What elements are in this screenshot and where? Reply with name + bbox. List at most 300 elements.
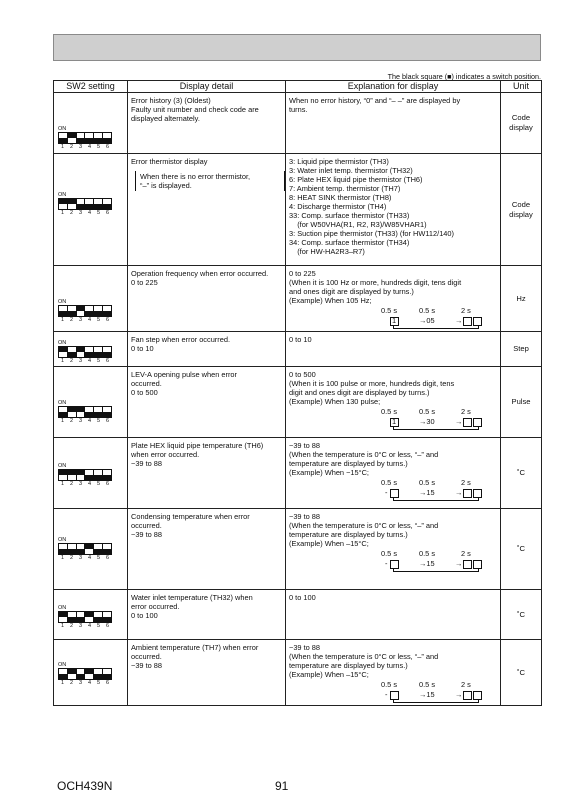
dip-number: 2 bbox=[69, 358, 74, 364]
dip-number: 5 bbox=[96, 418, 101, 424]
dip-number: 3 bbox=[78, 623, 83, 629]
dip-switch-up bbox=[59, 347, 68, 357]
explanation-line: (When the temperature is 0°C or less, “–” and bbox=[289, 521, 439, 530]
sw2-setting-cell bbox=[54, 590, 128, 640]
dip-number: 2 bbox=[69, 210, 74, 216]
dip-switch-down bbox=[103, 199, 111, 209]
detail-line: error occurred. bbox=[131, 602, 180, 611]
timing-value: → bbox=[455, 559, 463, 568]
timing-value: → bbox=[455, 417, 463, 426]
timing-value: →15 bbox=[419, 559, 435, 568]
dip-number: 1 bbox=[60, 210, 65, 216]
col-header: Unit bbox=[501, 81, 542, 93]
dip-switch-down bbox=[77, 544, 86, 554]
dip-number: 4 bbox=[87, 317, 92, 323]
timing-label: 2 s bbox=[461, 549, 471, 558]
sw2-setting-cell bbox=[54, 509, 128, 590]
unit-cell: Pulse bbox=[501, 367, 542, 438]
dip-switch-down bbox=[59, 306, 68, 316]
explanation-line: (When it is 100 pulse or more, hundreds digit, tens bbox=[289, 379, 455, 388]
detail-line: 0 to 100 bbox=[131, 611, 158, 620]
timing-label: 0.5 s bbox=[419, 549, 436, 558]
dip-switch-up bbox=[77, 306, 86, 316]
timing-label: 2 s bbox=[461, 407, 471, 416]
table-row bbox=[54, 367, 542, 438]
dip-on-label: ON bbox=[58, 192, 67, 198]
dip-switch-down bbox=[103, 544, 111, 554]
dip-number: 1 bbox=[60, 358, 65, 364]
dip-switch-down bbox=[94, 612, 103, 622]
section-banner bbox=[53, 34, 541, 61]
detail-line: occurred. bbox=[131, 379, 162, 388]
timing-lead: - bbox=[385, 488, 388, 497]
dip-number: 1 bbox=[60, 144, 65, 150]
unit-cell: ˚C bbox=[501, 590, 542, 640]
doc-code: OCH439N bbox=[57, 779, 113, 793]
explanation-line: (Example) When –15°C; bbox=[289, 539, 369, 548]
detail-line: Faulty unit number and check code are bbox=[131, 105, 259, 114]
detail-line: occurred. bbox=[131, 652, 162, 661]
timing-value: →15 bbox=[419, 690, 435, 699]
col-header: SW2 setting bbox=[54, 81, 128, 93]
table-row bbox=[54, 590, 542, 640]
dip-numbers bbox=[58, 358, 112, 365]
sw2-setting-cell bbox=[54, 154, 128, 266]
dip-number: 3 bbox=[78, 210, 83, 216]
timing-label: 0.5 s bbox=[381, 478, 398, 487]
dip-number: 5 bbox=[96, 317, 101, 323]
explanation-line: When no error history, “0” and “– –” are displayed by bbox=[289, 96, 461, 105]
col-header: Display detail bbox=[128, 81, 286, 93]
dip-switch-up bbox=[77, 347, 86, 357]
dip-number: 6 bbox=[105, 144, 110, 150]
detail-line: LEV-A opening pulse when error bbox=[131, 370, 238, 379]
dip-on-label: ON bbox=[58, 299, 67, 305]
explanation-line: (When it is 100 Hz or more, hundreds digit, tens digit bbox=[289, 278, 462, 287]
dip-number: 2 bbox=[69, 481, 74, 487]
dip-switch-diagram bbox=[58, 340, 113, 365]
dip-switch-diagram bbox=[58, 662, 113, 687]
timing-value: → bbox=[455, 690, 463, 699]
dip-switch-down bbox=[85, 199, 94, 209]
explanation-cell bbox=[286, 590, 501, 640]
dip-number: 5 bbox=[96, 680, 101, 686]
unit-cell: Hz bbox=[501, 266, 542, 332]
dip-number: 6 bbox=[105, 555, 110, 561]
dip-switch-down bbox=[94, 669, 103, 679]
dip-on-label: ON bbox=[58, 537, 67, 543]
explanation-line: (Example) When 130 pulse; bbox=[289, 397, 381, 406]
dip-on-label: ON bbox=[58, 400, 67, 406]
timing-value: → bbox=[455, 316, 463, 325]
detail-line: 0 to 500 bbox=[131, 388, 158, 397]
dip-switch-down bbox=[59, 133, 68, 143]
page-number: 91 bbox=[275, 779, 289, 793]
explanation-line: 33: Comp. surface thermistor (TH33) bbox=[289, 211, 410, 220]
dip-switch-up bbox=[85, 612, 94, 622]
unit-cell: Code display bbox=[501, 154, 542, 266]
dip-switch-down bbox=[68, 544, 77, 554]
dip-switch-down bbox=[85, 470, 94, 480]
timing-value: 1 bbox=[392, 417, 397, 426]
dip-switch-down bbox=[94, 544, 103, 554]
dip-switch-down bbox=[85, 306, 94, 316]
bracket-line: When there is no error thermistor, bbox=[140, 172, 251, 181]
timing-loop-line bbox=[393, 568, 479, 572]
dip-switch-diagram bbox=[58, 192, 113, 217]
dip-number: 4 bbox=[87, 144, 92, 150]
sw2-setting-cell bbox=[54, 266, 128, 332]
detail-line: Water inlet temperature (TH32) when bbox=[131, 593, 253, 602]
timing-lead: - bbox=[385, 559, 388, 568]
dip-switch-down bbox=[103, 306, 111, 316]
explanation-cell bbox=[286, 367, 501, 438]
dip-numbers bbox=[58, 680, 112, 687]
dip-number: 6 bbox=[105, 680, 110, 686]
dip-number: 6 bbox=[105, 623, 110, 629]
dip-switch-down bbox=[94, 199, 103, 209]
dip-number: 4 bbox=[87, 358, 92, 364]
dip-switch-down bbox=[59, 544, 68, 554]
timing-lead: - bbox=[385, 690, 388, 699]
dip-switch-down bbox=[94, 470, 103, 480]
dip-number: 3 bbox=[78, 418, 83, 424]
table-row bbox=[54, 154, 542, 266]
explanation-line: −39 to 88 bbox=[289, 512, 321, 521]
dip-switch-down bbox=[94, 407, 103, 417]
dip-switch-up bbox=[85, 669, 94, 679]
timing-label: 2 s bbox=[461, 306, 471, 315]
explanation-line: turns. bbox=[289, 105, 308, 114]
dip-number: 4 bbox=[87, 680, 92, 686]
dip-switch-down bbox=[77, 669, 86, 679]
dip-switch-down bbox=[77, 199, 86, 209]
unit-cell: Code display bbox=[501, 93, 542, 154]
dip-switch-diagram bbox=[58, 400, 113, 425]
table-row bbox=[54, 266, 542, 332]
timing-label: 0.5 s bbox=[419, 306, 436, 315]
detail-line: Error history (3) (Oldest) bbox=[131, 96, 211, 105]
timing-diagram bbox=[289, 680, 498, 702]
dip-switch-down bbox=[59, 407, 68, 417]
timing-label: 0.5 s bbox=[419, 478, 436, 487]
explanation-line: temperature are displayed by turns.) bbox=[289, 661, 408, 670]
timing-loop-line bbox=[393, 699, 479, 703]
dip-number: 4 bbox=[87, 210, 92, 216]
dip-number: 6 bbox=[105, 358, 110, 364]
detail-line: 0 to 225 bbox=[131, 278, 158, 287]
explanation-line: 0 to 10 bbox=[289, 335, 312, 344]
dip-numbers bbox=[58, 210, 112, 217]
explanation-cell bbox=[286, 266, 501, 332]
sw2-setting-cell bbox=[54, 332, 128, 367]
timing-label: 0.5 s bbox=[419, 680, 436, 689]
timing-label: 0.5 s bbox=[381, 680, 398, 689]
dip-switch-up bbox=[77, 407, 86, 417]
dip-switch-down bbox=[85, 133, 94, 143]
dip-switch-down bbox=[94, 306, 103, 316]
explanation-line: 3: Suction pipe thermistor (TH33) (for HW112/140) bbox=[289, 229, 454, 238]
dip-number: 6 bbox=[105, 418, 110, 424]
explanation-line: (When the temperature is 0°C or less, “–” and bbox=[289, 652, 439, 661]
dip-switch-down bbox=[103, 407, 111, 417]
timing-label: 0.5 s bbox=[381, 306, 398, 315]
detail-line: Condensing temperature when error bbox=[131, 512, 250, 521]
dip-numbers bbox=[58, 317, 112, 324]
dip-switch-boxes bbox=[58, 406, 112, 418]
explanation-cell bbox=[286, 438, 501, 509]
explanation-line: 0 to 225 bbox=[289, 269, 316, 278]
timing-loop-line bbox=[393, 426, 479, 430]
dip-switch-up bbox=[68, 199, 77, 209]
dip-switch-up bbox=[68, 669, 77, 679]
dip-switch-up bbox=[68, 407, 77, 417]
dip-numbers bbox=[58, 555, 112, 562]
dip-switch-up bbox=[59, 612, 68, 622]
dip-switch-down bbox=[68, 347, 77, 357]
dip-number: 5 bbox=[96, 144, 101, 150]
explanation-line: 3: Liquid pipe thermistor (TH3) bbox=[289, 157, 389, 166]
dip-on-label: ON bbox=[58, 463, 67, 469]
explanation-cell bbox=[286, 509, 501, 590]
dip-switch-down bbox=[59, 669, 68, 679]
detail-line: when error occurred. bbox=[131, 450, 200, 459]
dip-number: 2 bbox=[69, 317, 74, 323]
explanation-cell bbox=[286, 154, 501, 266]
detail-line: −39 to 88 bbox=[131, 530, 163, 539]
dip-on-label: ON bbox=[58, 662, 67, 668]
table-row bbox=[54, 93, 542, 154]
dip-number: 5 bbox=[96, 481, 101, 487]
display-detail-cell bbox=[128, 154, 286, 266]
timing-label: 0.5 s bbox=[381, 407, 398, 416]
explanation-cell bbox=[286, 93, 501, 154]
dip-switch-down bbox=[103, 612, 111, 622]
timing-label: 2 s bbox=[461, 478, 471, 487]
sw2-setting-cell bbox=[54, 93, 128, 154]
dip-on-label: ON bbox=[58, 340, 67, 346]
unit-cell: ˚C bbox=[501, 438, 542, 509]
sw2-setting-cell bbox=[54, 640, 128, 706]
dip-switch-down bbox=[68, 612, 77, 622]
explanation-line: 6: Plate HEX liquid pipe thermistor (TH6) bbox=[289, 175, 423, 184]
explanation-line: and ones digit are displayed by turns.) bbox=[289, 287, 414, 296]
unit-cell: ˚C bbox=[501, 640, 542, 706]
col-header: Explanation for display bbox=[286, 81, 501, 93]
explanation-line: 8: HEAT SINK thermistor (TH8) bbox=[289, 193, 392, 202]
explanation-line: (Example) When −15°C; bbox=[289, 468, 369, 477]
dip-switch-down bbox=[85, 347, 94, 357]
display-detail-cell bbox=[128, 590, 286, 640]
detail-line: occurred. bbox=[131, 521, 162, 530]
timing-label: 0.5 s bbox=[381, 549, 398, 558]
display-detail-cell bbox=[128, 438, 286, 509]
dip-switch-down bbox=[103, 133, 111, 143]
dip-switch-boxes bbox=[58, 346, 112, 358]
dip-number: 3 bbox=[78, 481, 83, 487]
table-header-row bbox=[54, 81, 542, 93]
display-detail-cell bbox=[128, 93, 286, 154]
dip-switch-down bbox=[68, 306, 77, 316]
dip-number: 6 bbox=[105, 210, 110, 216]
dip-switch-diagram bbox=[58, 605, 113, 630]
display-detail-cell bbox=[128, 332, 286, 367]
dip-number: 3 bbox=[78, 317, 83, 323]
dip-switch-down bbox=[94, 347, 103, 357]
explanation-line: (for W50VHA(R1, R2, R3)/W85VHAR1) bbox=[289, 220, 427, 229]
table-row bbox=[54, 438, 542, 509]
bracket-line: “–” is displayed. bbox=[140, 181, 192, 190]
dip-switch-boxes bbox=[58, 132, 112, 144]
dip-number: 4 bbox=[87, 418, 92, 424]
unit-cell: ˚C bbox=[501, 509, 542, 590]
timing-diagram bbox=[289, 478, 498, 500]
timing-diagram bbox=[289, 306, 498, 328]
dip-numbers bbox=[58, 418, 112, 425]
dip-switch-up bbox=[85, 544, 94, 554]
dip-switch-down bbox=[103, 669, 111, 679]
dip-numbers bbox=[58, 144, 112, 151]
dip-number: 2 bbox=[69, 680, 74, 686]
dip-numbers bbox=[58, 481, 112, 488]
dip-number: 1 bbox=[60, 555, 65, 561]
dip-switch-boxes bbox=[58, 469, 112, 481]
display-detail-cell bbox=[128, 509, 286, 590]
explanation-line: 34: Comp. surface thermistor (TH34) bbox=[289, 238, 410, 247]
detail-line: displayed alternately. bbox=[131, 114, 200, 123]
dip-switch-boxes bbox=[58, 543, 112, 555]
explanation-line: 0 to 500 bbox=[289, 370, 316, 379]
timing-diagram bbox=[289, 549, 498, 571]
dip-switch-down bbox=[77, 612, 86, 622]
explanation-line: 4: Discharge thermistor (TH4) bbox=[289, 202, 387, 211]
dip-number: 3 bbox=[78, 144, 83, 150]
timing-value: →15 bbox=[419, 488, 435, 497]
explanation-line: 3: Water inlet temp. thermistor (TH32) bbox=[289, 166, 413, 175]
timing-label: 2 s bbox=[461, 680, 471, 689]
table-row bbox=[54, 640, 542, 706]
dip-switch-diagram bbox=[58, 299, 113, 324]
sw2-setting-cell bbox=[54, 438, 128, 509]
dip-number: 6 bbox=[105, 481, 110, 487]
explanation-line: (Example) When 105 Hz; bbox=[289, 296, 372, 305]
dip-switch-diagram bbox=[58, 463, 113, 488]
unit-cell: Step bbox=[501, 332, 542, 367]
dip-number: 2 bbox=[69, 623, 74, 629]
dip-number: 1 bbox=[60, 623, 65, 629]
dip-switch-boxes bbox=[58, 305, 112, 317]
explanation-line: digit and ones digit are displayed by turns.) bbox=[289, 388, 430, 397]
dip-number: 4 bbox=[87, 623, 92, 629]
detail-line: Fan step when error occurred. bbox=[131, 335, 230, 344]
explanation-cell bbox=[286, 640, 501, 706]
dip-switch-down bbox=[85, 407, 94, 417]
timing-value: → bbox=[455, 488, 463, 497]
dip-switch-down bbox=[77, 133, 86, 143]
timing-value: →30 bbox=[419, 417, 435, 426]
dip-number: 5 bbox=[96, 555, 101, 561]
dip-number: 1 bbox=[60, 418, 65, 424]
table-row bbox=[54, 509, 542, 590]
explanation-line: temperature are displayed by turns.) bbox=[289, 459, 408, 468]
dip-number: 1 bbox=[60, 481, 65, 487]
dip-number: 1 bbox=[60, 680, 65, 686]
dip-switch-up bbox=[68, 470, 77, 480]
dip-switch-diagram bbox=[58, 126, 113, 151]
detail-line: Error thermistor display bbox=[131, 157, 208, 166]
dip-number: 5 bbox=[96, 358, 101, 364]
dip-switch-up bbox=[68, 133, 77, 143]
dip-number: 2 bbox=[69, 418, 74, 424]
dip-number: 3 bbox=[78, 680, 83, 686]
dip-number: 1 bbox=[60, 317, 65, 323]
dip-number: 4 bbox=[87, 555, 92, 561]
explanation-line: temperature are displayed by turns.) bbox=[289, 530, 408, 539]
detail-line: −39 to 88 bbox=[131, 459, 163, 468]
timing-label: 0.5 s bbox=[419, 407, 436, 416]
dip-switch-up bbox=[59, 199, 68, 209]
display-detail-cell bbox=[128, 266, 286, 332]
dip-switch-boxes bbox=[58, 198, 112, 210]
dip-switch-down bbox=[103, 470, 111, 480]
dip-number: 6 bbox=[105, 317, 110, 323]
sw2-setting-cell bbox=[54, 367, 128, 438]
dip-number: 5 bbox=[96, 210, 101, 216]
dip-on-label: ON bbox=[58, 605, 67, 611]
explanation-line: −39 to 88 bbox=[289, 643, 321, 652]
timing-value: →05 bbox=[419, 316, 435, 325]
dip-number: 3 bbox=[78, 555, 83, 561]
dip-switch-boxes bbox=[58, 611, 112, 623]
detail-line: Operation frequency when error occurred. bbox=[131, 269, 269, 278]
display-detail-cell bbox=[128, 640, 286, 706]
explanation-line: (When the temperature is 0°C or less, “–” and bbox=[289, 450, 439, 459]
detail-line: 0 to 10 bbox=[131, 344, 154, 353]
dip-number: 4 bbox=[87, 481, 92, 487]
dip-number: 3 bbox=[78, 358, 83, 364]
detail-line: Ambient temperature (TH7) when error bbox=[131, 643, 259, 652]
explanation-line: 0 to 100 bbox=[289, 593, 316, 602]
header-note: The black square (■) indicates a switch position. bbox=[387, 72, 541, 81]
dip-switch-boxes bbox=[58, 668, 112, 680]
explanation-line: (for HW-HA2R3–R7) bbox=[289, 247, 365, 256]
display-detail-cell bbox=[128, 367, 286, 438]
sw2-table bbox=[53, 80, 542, 706]
explanation-cell bbox=[286, 332, 501, 367]
table-row bbox=[54, 332, 542, 367]
dip-switch-up bbox=[59, 470, 68, 480]
dip-switch-up bbox=[77, 470, 86, 480]
explanation-line: −39 to 88 bbox=[289, 441, 321, 450]
dip-switch-down bbox=[94, 133, 103, 143]
dip-number: 2 bbox=[69, 144, 74, 150]
dip-numbers bbox=[58, 623, 112, 630]
timing-value: 1 bbox=[392, 316, 397, 325]
dip-number: 2 bbox=[69, 555, 74, 561]
explanation-line: (Example) When –15°C; bbox=[289, 670, 369, 679]
detail-line: Plate HEX liquid pipe temperature (TH6) bbox=[131, 441, 264, 450]
timing-loop-line bbox=[393, 497, 479, 501]
timing-loop-line bbox=[393, 325, 479, 329]
dip-number: 5 bbox=[96, 623, 101, 629]
dip-switch-diagram bbox=[58, 537, 113, 562]
dip-switch-down bbox=[103, 347, 111, 357]
timing-diagram bbox=[289, 407, 498, 429]
explanation-line: 7: Ambient temp. thermistor (TH7) bbox=[289, 184, 401, 193]
bracket-note bbox=[135, 171, 285, 191]
detail-line: −39 to 88 bbox=[131, 661, 163, 670]
dip-on-label: ON bbox=[58, 126, 67, 132]
